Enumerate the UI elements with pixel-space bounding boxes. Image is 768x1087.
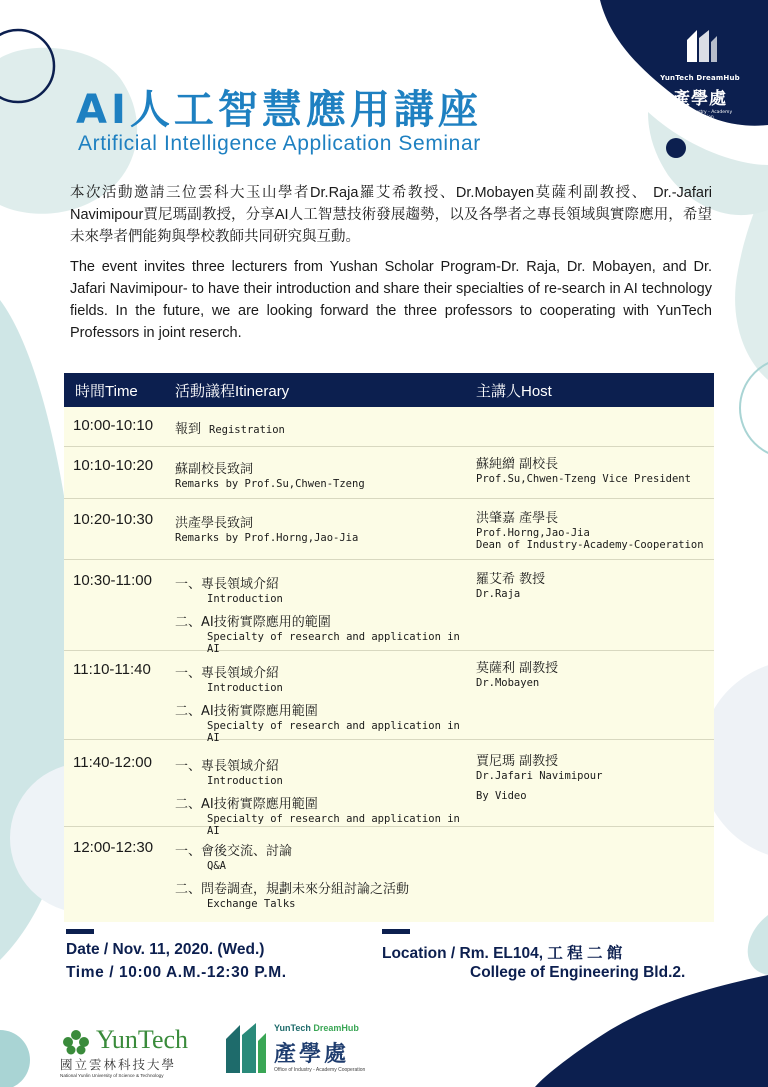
host-name-en: Prof.Su,Chwen-Tzeng Vice President xyxy=(476,473,691,485)
dreamhub-tag xyxy=(274,1023,359,1033)
host-name-cn: 蘇純繒 副校長 xyxy=(476,457,559,472)
yuntech-name-en: National Yunlin University of Science & Technology xyxy=(60,1073,164,1078)
host-name-en: Dean of Industry-Academy-Cooperation xyxy=(476,539,704,551)
agenda-item-cn: 一、專長領域介紹 xyxy=(175,577,280,592)
agenda-item-en: Introduction xyxy=(207,775,283,787)
agenda-time: 10:20-10:30 xyxy=(73,511,154,528)
header-logo-tag: YunTech DreamHub xyxy=(660,74,740,82)
header-itinerary: 活動議程Itinerary xyxy=(175,382,290,400)
agenda-item-cn: 一、會後交流、討論 xyxy=(175,844,293,859)
dreamhub-logo-bottom xyxy=(224,1021,374,1077)
agenda-host xyxy=(476,447,714,498)
agenda-items xyxy=(175,560,476,655)
dreamhub-name-cn: 產學處 xyxy=(274,1042,350,1067)
agenda-item xyxy=(175,840,476,872)
agenda-row xyxy=(64,407,714,447)
agenda-item-cn: 二、AI技術實際應用的範圍 xyxy=(175,615,331,630)
agenda-item xyxy=(175,755,476,787)
agenda-item-en: Specialty of research and application in AI xyxy=(207,631,460,655)
agenda-items xyxy=(175,827,476,922)
host-name-cn: 賈尼瑪 副教授 xyxy=(476,754,559,769)
agenda-time: 10:00-10:10 xyxy=(73,417,154,434)
agenda-item xyxy=(175,418,476,438)
agenda-items xyxy=(175,499,476,559)
agenda-host xyxy=(476,740,714,826)
agenda-item-cn: 二、問卷調查，規劃未來分組討論之活動 xyxy=(175,882,410,897)
host-name-en: Prof.Horng,Jao-Jia xyxy=(476,527,590,539)
host-name-en: By Video xyxy=(476,790,527,802)
host-name-cn: 洪肇嘉 產學長 xyxy=(476,511,559,526)
host-name-en: Dr.Raja xyxy=(476,588,521,600)
agenda-item xyxy=(175,458,476,490)
agenda-item-en: Exchange Talks xyxy=(207,898,296,910)
agenda-table xyxy=(64,373,714,922)
agenda-item-en: Remarks by Prof.Su,Chwen-Tzeng xyxy=(175,478,365,490)
dreamhub-sub: Office of Industry - Academy Cooperation xyxy=(274,1067,366,1073)
footer-accent-bar xyxy=(382,929,410,934)
agenda-item-cn: 洪產學長致詞 xyxy=(175,516,254,531)
agenda-row xyxy=(64,827,714,922)
agenda-item-en: Remarks by Prof.Horng,Jao-Jia xyxy=(175,532,359,544)
host-name-en: Dr.Jafari Navimipour xyxy=(476,770,603,782)
agenda-item xyxy=(175,662,476,694)
agenda-item xyxy=(175,512,476,544)
agenda-item xyxy=(175,573,476,605)
agenda-time: 11:40-12:00 xyxy=(73,754,152,771)
agenda-host xyxy=(476,560,714,650)
header-host: 主講人Host xyxy=(476,382,552,400)
agenda-time: 10:30-11:00 xyxy=(73,572,152,589)
title-english: Artificial Intelligence Application Seminar xyxy=(78,132,481,155)
agenda-host xyxy=(476,499,714,559)
agenda-item xyxy=(175,700,476,744)
host-name-en: Dr.Mobayen xyxy=(476,677,540,689)
yuntech-logo xyxy=(60,1027,200,1078)
agenda-item-cn: 二、AI技術實際應用範圍 xyxy=(175,704,318,719)
agenda-items xyxy=(175,651,476,744)
intro-chinese: 本次活動邀請三位雲科大玉山學者Dr.Raja羅艾希教授、Dr.Mobayen莫薩利副教授、 Dr.-Jafari Navimipour賈尼瑪副教授，分享AI人工智慧技術發展趨勢，以及各學者之專長領域與實際應用，希望未來學者們能夠與學校教師共同研究與互動。 xyxy=(70,185,712,245)
agenda-items xyxy=(175,407,476,446)
agenda-item xyxy=(175,878,476,910)
yuntech-name: YunTech xyxy=(96,1025,189,1054)
event-date: Date / Nov. 11, 2020. (Wed.) xyxy=(66,941,265,958)
agenda-item-en: Specialty of research and application in AI xyxy=(207,720,460,744)
footer-accent-bar xyxy=(66,929,94,934)
agenda-header xyxy=(64,373,714,407)
agenda-item-en: Q&A xyxy=(207,860,226,872)
dreamhub-tag-b: DreamHub xyxy=(313,1023,359,1033)
title-chinese: AI人工智慧應用講座 xyxy=(76,87,482,133)
dreamhub-logo-icon xyxy=(683,28,717,64)
agenda-row xyxy=(64,651,714,744)
agenda-time: 11:10-11:40 xyxy=(73,661,151,678)
agenda-row xyxy=(64,740,714,837)
agenda-item-en: Registration xyxy=(209,424,285,436)
agenda-time: 12:00-12:30 xyxy=(73,839,154,856)
agenda-item-cn: 一、專長領域介紹 xyxy=(175,759,280,774)
agenda-items xyxy=(175,447,476,498)
agenda-item xyxy=(175,611,476,655)
dreamhub-building-icon xyxy=(224,1021,268,1075)
agenda-time: 10:10-10:20 xyxy=(73,457,154,474)
agenda-item-cn: 報到 xyxy=(175,422,202,437)
host-name-cn: 莫薩利 副教授 xyxy=(476,661,559,676)
header-time: 時間Time xyxy=(75,382,138,400)
yuntech-name-cn: 國立雲林科技大學 xyxy=(60,1057,177,1072)
agenda-item-cn: 二、AI技術實際應用範圍 xyxy=(175,797,318,812)
agenda-host xyxy=(476,827,714,922)
event-location-building: College of Engineering Bld.2. xyxy=(470,964,686,981)
dreamhub-tag-a: YunTech xyxy=(274,1023,314,1033)
intro-english: The event invites three lecturers from Yushan Scholar Program-Dr. Raja, Dr. Mobayen, and Dr. Jafari Navimipour- to have their introduction and share their specialties of re-search in AI technology fields. In the future, we are looking forward the three professors to cooperating with YunTech Professors in joint reserch. xyxy=(70,259,712,341)
yuntech-flower-icon xyxy=(60,1029,92,1055)
agenda-row xyxy=(64,499,714,560)
agenda-row xyxy=(64,447,714,499)
agenda-item-en: Specialty of research and application in AI xyxy=(207,813,460,837)
agenda-item-en: Introduction xyxy=(207,593,283,605)
agenda-host xyxy=(476,407,714,446)
header-logo-name: 產學處 xyxy=(673,89,727,109)
host-name-cn: 羅艾希 教授 xyxy=(476,572,546,587)
agenda-row xyxy=(64,560,714,655)
agenda-items xyxy=(175,740,476,837)
agenda-body xyxy=(64,407,714,922)
header-logo-sub: Office of Industry - Academy Cooperation xyxy=(667,110,733,120)
agenda-item-en: Introduction xyxy=(207,682,283,694)
event-time: Time / 10:00 A.M.-12:30 P.M. xyxy=(66,964,287,981)
agenda-item-cn: 一、專長領域介紹 xyxy=(175,666,280,681)
header-dreamhub-logo xyxy=(660,28,740,120)
agenda-host xyxy=(476,651,714,739)
event-location: Location / Rm. EL104, 工 程 二 館 xyxy=(382,945,623,962)
agenda-item-cn: 蘇副校長致詞 xyxy=(175,462,254,477)
